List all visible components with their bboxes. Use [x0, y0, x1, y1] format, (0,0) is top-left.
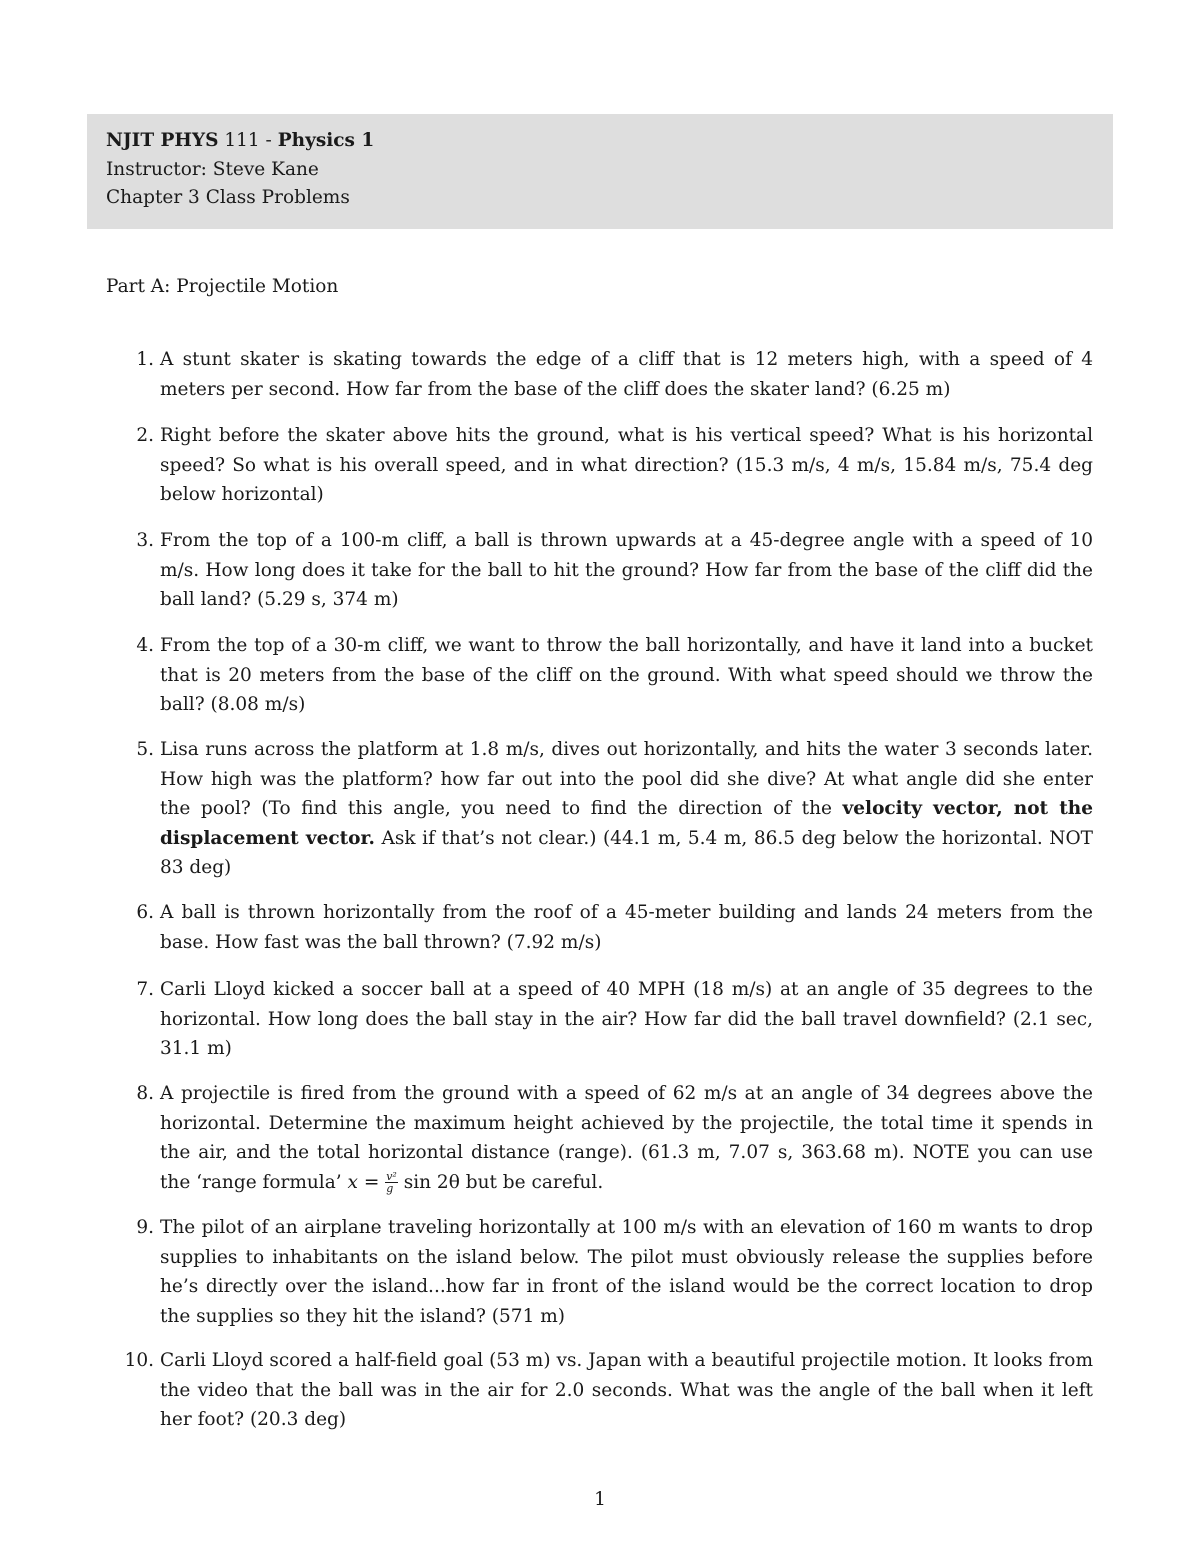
problem-text-start: Lisa runs across the platform at 1.8 m/s, dives out horizontally, and hits the water 3 seconds later. How high was the platform? how far out into the pool did she dive? At what angle did she enter the pool? (To find this angle, you need to find the direction of the [160, 739, 1093, 819]
problem-text-middle: , not the [996, 798, 1093, 819]
formula-fraction [385, 1171, 398, 1194]
part-heading: Part A: Projectile Motion [106, 276, 339, 297]
problem-number: 2. [136, 425, 154, 446]
problem-text-start: A projectile is fired from the ground with a speed of 62 m/s at an angle of 34 degrees above the horizontal. Determine the maximum height achieved by the projectile, the total time it spends in the air, and the total horizontal distance (range). (61.3 m, 7.07 s, 363.68 m). NOTE you can use the ‘range formula’ [160, 1083, 1093, 1193]
problem-text: A stunt skater is skating towards the edge of a cliff that is 12 meters high, with a speed of 4 meters per second. How far from the base of the cliff does the skater land? (6.25 m) [160, 349, 1093, 400]
problem-item [136, 1079, 1093, 1197]
formula-lhs: x = [347, 1171, 386, 1193]
problem-number: 6. [136, 902, 154, 923]
problem-text: From the top of a 30-m cliff, we want to throw the ball horizontally, and have it land into a bucket that is 20 meters from the base of the cliff on the ground. With what speed should we throw the ball? (8.08 m/s) [160, 635, 1093, 715]
problem-text: Carli Lloyd scored a half-field goal (53 m) vs. Japan with a beautiful projectile motion. It looks from the video that the ball was in the air for 2.0 seconds. What was the angle of the ball when it left her foot? (20.3 deg) [160, 1350, 1093, 1430]
displacement-vector-emphasis: displacement vector. [160, 827, 375, 849]
problem-text: The pilot of an airplane traveling horizontally at 100 m/s with an elevation of 160 m wants to drop supplies to inhabitants on the island below. The pilot must obviously release the supplies before he’s directly over the island...how far in front of the island would be the correct location to drop the supplies so they hit the island? (571 m) [160, 1217, 1093, 1327]
problem-item [136, 421, 1093, 510]
problem-item [136, 975, 1093, 1064]
problem-text: Carli Lloyd kicked a soccer ball at a speed of 40 MPH (18 m/s) at an angle of 35 degrees to the horizontal. How long does the ball stay in the air? How far did the ball travel downfield? (2.1 sec, 31.1 m) [160, 979, 1093, 1059]
page-number: 1 [594, 1489, 606, 1510]
velocity-vector-emphasis: velocity vector [842, 798, 997, 819]
range-formula [348, 1172, 460, 1193]
problem-text: A ball is thrown horizontally from the roof of a 45-meter building and lands 24 meters from the base. How fast was the ball thrown? (7.92 m/s) [160, 902, 1093, 953]
problem-number: 4. [136, 635, 154, 656]
problem-item [136, 345, 1093, 404]
problem-text: Right before the skater above hits the ground, what is his vertical speed? What is his horizontal speed? So what is his overall speed, and in what direction? (15.3 m/s, 4 m/s, 15.84 m/s, 75.4 deg below horizontal) [160, 425, 1093, 505]
problem-item [136, 735, 1093, 883]
problem-number: 3. [136, 530, 154, 551]
problem-number: 10. [124, 1350, 154, 1371]
problem-text-end: Ask if that’s not clear.) (44.1 m, 5.4 m, 86.5 deg below the horizontal. NOT 83 deg) [160, 827, 1093, 878]
problem-text-end: but be careful. [459, 1171, 604, 1193]
problem-number: 5. [136, 739, 154, 760]
problem-number: 8. [136, 1083, 154, 1104]
problem-item [136, 526, 1093, 615]
problem-item [124, 1346, 1093, 1435]
formula-rhs: sin 2θ [397, 1171, 460, 1193]
problem-number: 1. [136, 349, 154, 370]
problem-number: 7. [136, 979, 154, 1000]
problem-item [136, 1213, 1093, 1331]
instructor-line: Instructor: Steve Kane [106, 159, 319, 180]
chapter-line: Chapter 3 Class Problems [106, 187, 350, 208]
course-name: Physics 1 [277, 130, 375, 151]
problem-item [136, 631, 1093, 720]
problem-text: From the top of a 100-m cliff, a ball is thrown upwards at a 45-degree angle with a speed of 10 m/s. How long does it take for the ball to hit the ground? How far from the base of the cliff did the ball land? (5.29 s, 374 m) [160, 530, 1093, 610]
formula-numerator: v² [386, 1170, 397, 1183]
course-number: 111 - [218, 130, 278, 151]
formula-denominator: g [386, 1182, 394, 1195]
problem-number: 9. [136, 1217, 154, 1238]
course-code: NJIT PHYS [106, 130, 219, 151]
problem-item [136, 898, 1093, 957]
